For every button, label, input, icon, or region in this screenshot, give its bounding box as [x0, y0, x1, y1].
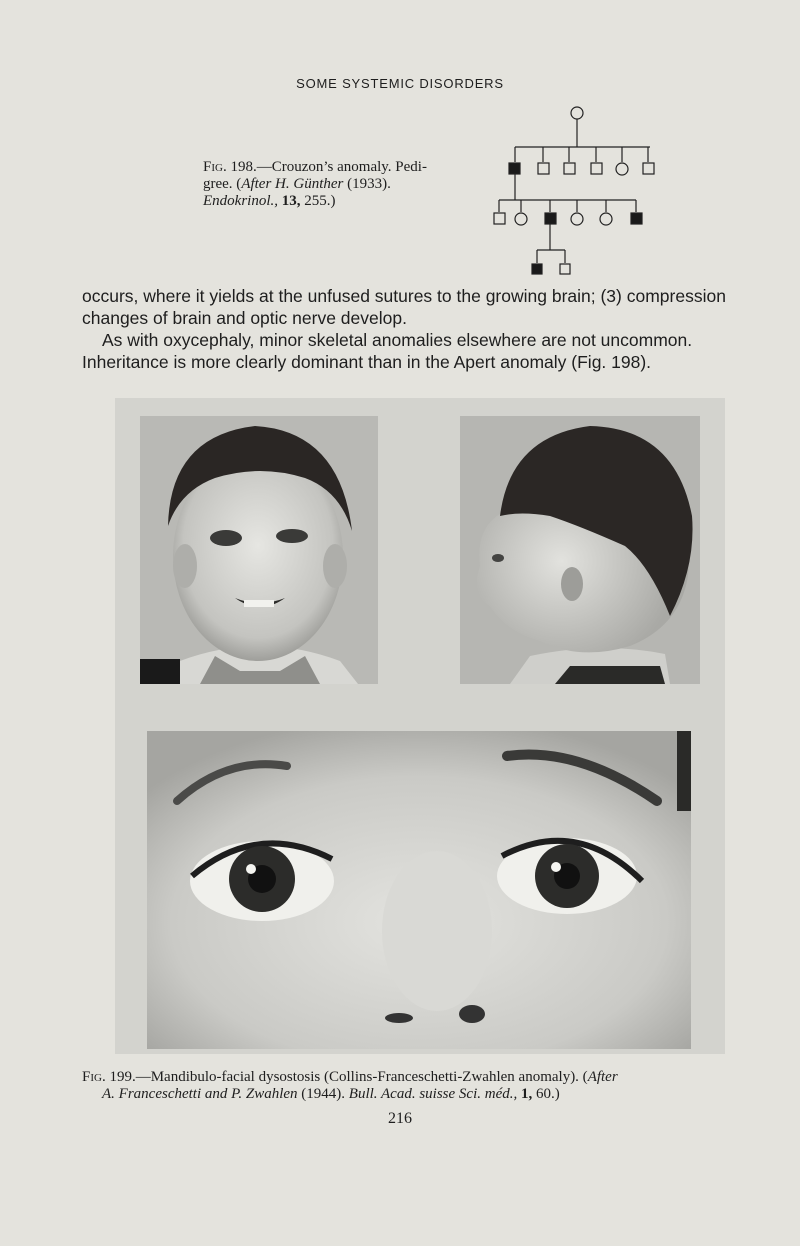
fig199-pages: 60.): [532, 1086, 560, 1102]
photo-profile-face: [460, 416, 700, 684]
fig199-authors: A. Franceschetti and P. Zwahlen: [102, 1086, 298, 1102]
fig198-attribution: After H. Günther: [241, 176, 344, 192]
fig198-line2-prefix: gree. (: [203, 176, 242, 192]
page-number: 216: [388, 1110, 412, 1127]
pedigree-diagram: [485, 100, 655, 280]
fig198-journal: Endokrinol.,: [203, 193, 278, 209]
running-head: SOME SYSTEMIC DISORDERS: [296, 76, 504, 91]
fig199-after: After: [587, 1069, 618, 1085]
fig199-photo-panel: [115, 398, 725, 1054]
body-line: occurs, where it yields at the unfused sutures to the growing brain; (3) compression: [82, 286, 726, 306]
pedigree-affected-male: [509, 163, 520, 174]
pedigree-affected-male: [532, 264, 542, 274]
pedigree-male: [538, 163, 549, 174]
fig199-journal: Bull. Acad. suisse Sci. méd.,: [348, 1086, 518, 1102]
pedigree-founder-female: [571, 107, 583, 119]
pedigree-affected-male: [545, 213, 556, 224]
body-line: As with oxycephaly, minor skeletal anomalies elsewhere are not uncommon.: [102, 330, 693, 350]
fig199-title: —Mandibulo-facial dysostosis (Collins-Franceschetti-Zwahlen anomaly). (: [135, 1069, 588, 1085]
body-line: changes of brain and optic nerve develop.: [82, 308, 407, 328]
pedigree-female: [616, 163, 628, 175]
body-text: [82, 285, 762, 373]
fig198-caption: [203, 159, 488, 210]
pedigree-male: [564, 163, 575, 174]
pedigree-female: [600, 213, 612, 225]
fig199-year: (1944).: [297, 1086, 349, 1102]
pedigree-male: [643, 163, 654, 174]
fig198-title: —Crouzon’s anomaly. Pedi-: [256, 159, 427, 175]
fig198-pages: 255.): [300, 193, 336, 209]
pedigree-female: [571, 213, 583, 225]
fig198-volume: 13,: [281, 193, 301, 209]
photo-eyes-closeup: [147, 731, 691, 1049]
photo-frontal-face: [140, 416, 378, 684]
fig199-label: Fig. 199.: [82, 1069, 136, 1085]
fig199-volume: 1,: [517, 1086, 533, 1102]
body-line: Inheritance is more clearly dominant than in the Apert anomaly (Fig. 198).: [82, 352, 652, 372]
fig199-caption: [82, 1069, 762, 1103]
pedigree-male: [494, 213, 505, 224]
fig198-label: Fig. 198.: [203, 159, 257, 175]
pedigree-male: [591, 163, 602, 174]
pedigree-affected-male: [631, 213, 642, 224]
pedigree-female: [515, 213, 527, 225]
fig198-year: (1933).: [343, 176, 391, 192]
pedigree-male: [560, 264, 570, 274]
